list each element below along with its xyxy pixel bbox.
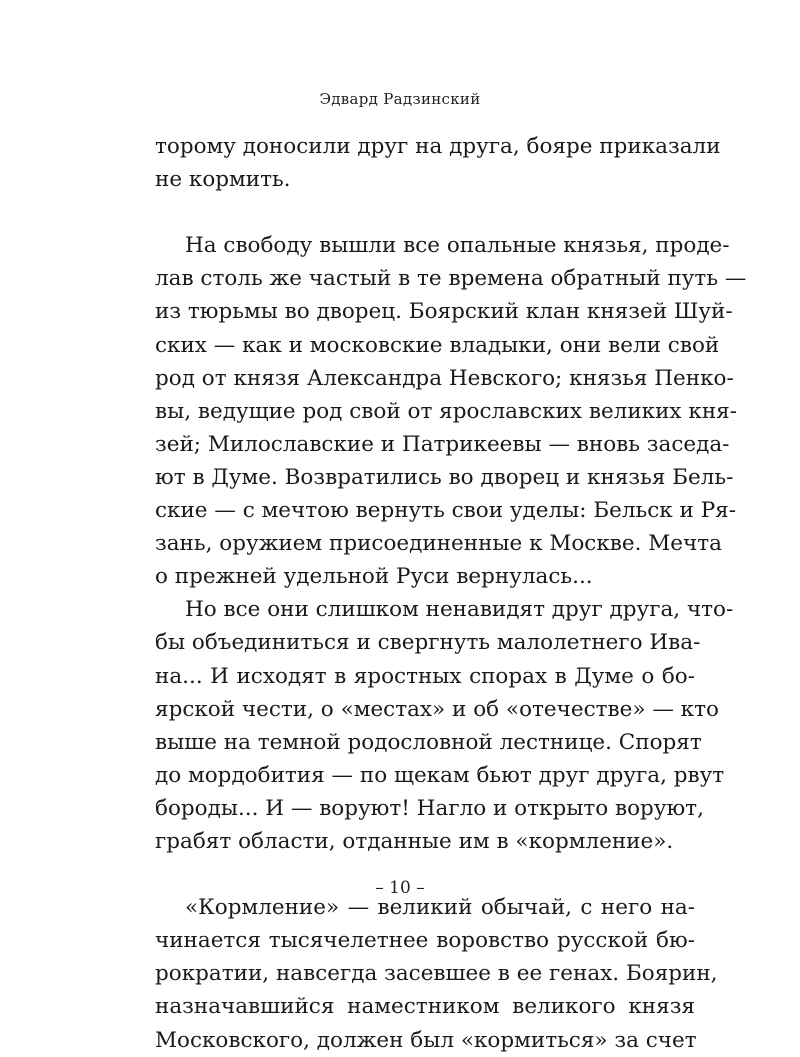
running-head-author: Эдвард Радзинский (319, 90, 481, 108)
text-line: На свободу вышли все опальные князья, проде- (185, 233, 730, 259)
text-line: вы, ведущие род свой от ярославских великих кня- (155, 398, 737, 424)
text-line: до мордобития — по щекам бьют друг друга, рвут (155, 762, 725, 788)
text-line: торому доносили друг на друга, бояре приказали (155, 134, 721, 159)
text-line: грабят области, отданные им в «кормление». (155, 828, 674, 854)
text-line: зей; Милославские и Патрикеевы — вновь заседа- (155, 431, 730, 457)
body-text (155, 130, 747, 1057)
text-line: о прежней удельной Руси вернулась... (155, 564, 593, 590)
text-line: Но все они слишком ненавидят друг друга, что- (185, 597, 734, 623)
text-line: бороды... И — воруют! Нагло и открыто воруют, (155, 795, 704, 821)
text-line: род от князя Александра Невского; князья Пенко- (155, 365, 734, 391)
text-line: ских — как и московские владыки, они вели свой (155, 332, 720, 358)
paragraph-gap (155, 196, 695, 229)
text-line: «Кормление» — великий обычай, с него на- (185, 895, 695, 921)
text-line: назначавшийся наместником великого князя (155, 994, 695, 1020)
text-line: ют в Думе. Возвратились во дворец и князья Бель- (155, 464, 734, 490)
page-number: – 10 – (375, 878, 425, 898)
text-line: чинается тысячелетнее воровство русской бю- (155, 928, 695, 954)
text-line: на... И исходят в яростных спорах в Думе о бо- (155, 663, 695, 689)
text-line: из тюрьмы во дворец. Боярский клан князей Шуй- (155, 299, 733, 325)
text-line: не кормить. (155, 167, 291, 193)
text-line: бы объединиться и свергнуть малолетнего Ива- (155, 630, 701, 656)
text-line: выше на темной родословной лестнице. Спорят (155, 729, 702, 755)
text-line: Московского, должен был «кормиться» за счет (155, 1027, 697, 1053)
text-line: ские — с мечтою вернуть свои уделы: Бельск и Ря- (155, 498, 737, 524)
text-line: лав столь же частый в те времена обратный путь — (155, 266, 747, 292)
text-line: ярской чести, о «местах» и об «отечестве» — кто (155, 696, 719, 722)
text-line: рократии, навсегда засевшее в ее генах. Боярин, (155, 961, 718, 987)
text-line: зань, оружием присоединенные к Москве. Мечта (155, 531, 722, 557)
